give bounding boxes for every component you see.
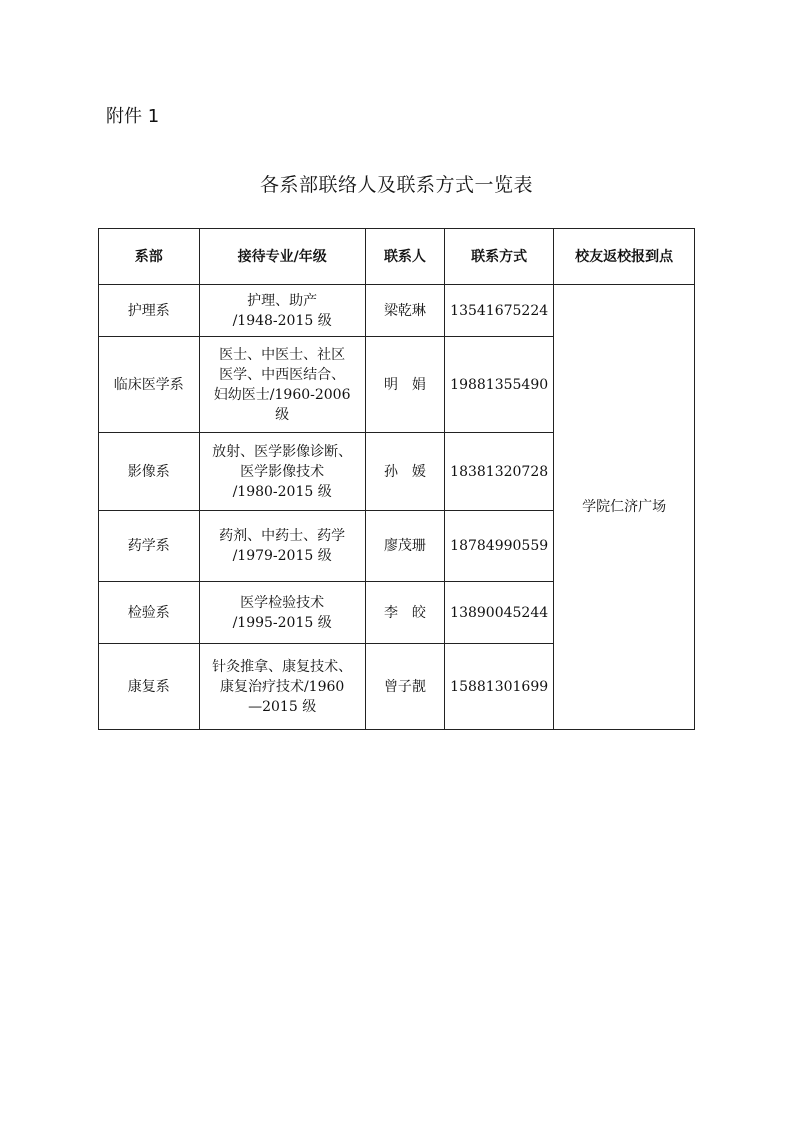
major-line: /1995-2015 级 bbox=[232, 614, 332, 631]
major-line: 医士、中医士、社区 bbox=[219, 346, 346, 363]
cell-person: 孙 媛 bbox=[365, 433, 444, 511]
major-line: 护理、助产 bbox=[247, 292, 318, 309]
major-line: 级 bbox=[275, 406, 290, 423]
cell-dept: 康复系 bbox=[99, 644, 200, 730]
major-line: 妇幼医士/1960-2006 bbox=[213, 386, 351, 403]
cell-phone: 15881301699 bbox=[445, 644, 554, 730]
header-major: 接待专业/年级 bbox=[199, 229, 365, 285]
major-line: /1980-2015 级 bbox=[232, 483, 332, 500]
cell-major bbox=[199, 582, 365, 644]
major-line: 医学、中西医结合、 bbox=[219, 366, 346, 383]
major-line: 针灸推拿、康复技术、 bbox=[212, 658, 353, 675]
major-line: /1979-2015 级 bbox=[232, 548, 332, 564]
cell-dept: 药学系 bbox=[99, 511, 200, 582]
cell-person: 明 娟 bbox=[365, 337, 444, 433]
header-row bbox=[99, 229, 695, 285]
document-title: 各系部联络人及联系方式一览表 bbox=[259, 174, 533, 196]
cell-person: 梁乾琳 bbox=[365, 285, 444, 337]
cell-dept: 临床医学系 bbox=[99, 337, 200, 433]
cell-phone: 13890045244 bbox=[445, 582, 554, 644]
major-line: 医学影像技术 bbox=[240, 463, 325, 480]
cell-dept: 影像系 bbox=[99, 433, 200, 511]
cell-phone: 13541675224 bbox=[445, 285, 554, 337]
header-phone: 联系方式 bbox=[445, 229, 554, 285]
major-line: 医学检验技术 bbox=[240, 594, 325, 611]
table-row bbox=[99, 285, 695, 337]
cell-major bbox=[199, 644, 365, 730]
header-dept: 系部 bbox=[99, 229, 200, 285]
major-line: /1948-2015 级 bbox=[232, 312, 332, 329]
cell-major bbox=[199, 337, 365, 433]
cell-dept: 检验系 bbox=[99, 582, 200, 644]
cell-major bbox=[199, 511, 365, 582]
cell-phone: 19881355490 bbox=[445, 337, 554, 433]
header-place: 校友返校报到点 bbox=[554, 229, 695, 285]
attachment-label: 附件 1 bbox=[106, 106, 160, 127]
cell-person: 廖茂珊 bbox=[365, 511, 444, 582]
cell-major bbox=[199, 285, 365, 337]
major-line: —2015 级 bbox=[248, 698, 317, 715]
cell-major bbox=[199, 433, 365, 511]
major-line: 康复治疗技术/1960 bbox=[219, 678, 345, 695]
major-line: 药剂、中药士、药学 bbox=[219, 528, 346, 544]
header-person: 联系人 bbox=[365, 229, 444, 285]
cell-phone: 18784990559 bbox=[445, 511, 554, 582]
cell-dept: 护理系 bbox=[99, 285, 200, 337]
cell-person: 曾子靓 bbox=[365, 644, 444, 730]
cell-person: 李 皎 bbox=[365, 582, 444, 644]
contact-table bbox=[98, 228, 695, 730]
cell-place: 学院仁济广场 bbox=[554, 285, 695, 730]
major-line: 放射、医学影像诊断、 bbox=[212, 443, 353, 460]
cell-phone: 18381320728 bbox=[445, 433, 554, 511]
